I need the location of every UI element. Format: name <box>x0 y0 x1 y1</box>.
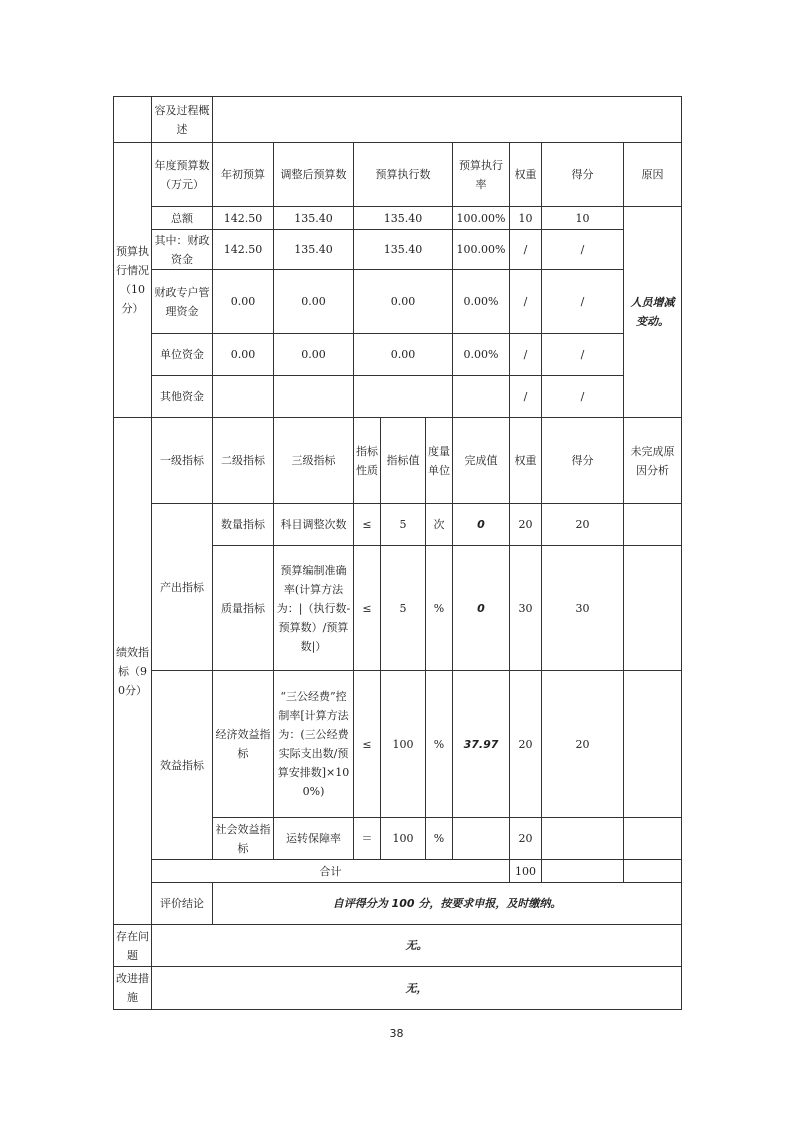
perf-output-label: 产出指标 <box>152 504 213 671</box>
perf-row-nature: ＝ <box>354 818 381 860</box>
perf-row-reason <box>624 546 682 671</box>
perf-header-nature: 指标性质 <box>354 418 381 504</box>
perf-row-level3: 运转保障率 <box>274 818 354 860</box>
perf-row-weight: 20 <box>510 671 542 818</box>
total-label: 合计 <box>152 860 510 883</box>
budget-row-name: 总额 <box>152 207 213 230</box>
perf-row-value: 5 <box>381 504 426 546</box>
budget-row-rate: 100.00% <box>453 230 510 270</box>
perf-row-score: 20 <box>542 671 624 818</box>
perf-row-level2: 经济效益指标 <box>213 671 274 818</box>
budget-row-rate: 0.00% <box>453 334 510 376</box>
budget-reason: 人员增减变动。 <box>624 207 682 418</box>
perf-row-level2: 质量指标 <box>213 546 274 671</box>
budget-header-initial: 年初预算 <box>213 143 274 207</box>
performance-section-label: 绩效指标（90分） <box>114 418 152 925</box>
budget-row-initial <box>213 376 274 418</box>
perf-row-done: 0 <box>453 546 510 671</box>
overview-label: 容及过程概述 <box>152 97 213 143</box>
perf-header-done: 完成值 <box>453 418 510 504</box>
budget-row-score: / <box>542 376 624 418</box>
page-number: 38 <box>389 1027 404 1040</box>
improvements-label: 改进措施 <box>114 967 152 1010</box>
perf-header-weight: 权重 <box>510 418 542 504</box>
budget-row-score: / <box>542 230 624 270</box>
budget-row-executed <box>354 376 453 418</box>
budget-row-executed: 135.40 <box>354 207 453 230</box>
perf-row-done: 37.97 <box>453 671 510 818</box>
budget-row-score: / <box>542 270 624 334</box>
total-reason <box>624 860 682 883</box>
perf-row-weight: 20 <box>510 818 542 860</box>
problems-label: 存在问题 <box>114 925 152 967</box>
budget-row-name: 其他资金 <box>152 376 213 418</box>
perf-row-level2: 社会效益指标 <box>213 818 274 860</box>
budget-row-initial: 142.50 <box>213 230 274 270</box>
perf-row-nature: ≤ <box>354 671 381 818</box>
budget-row-rate <box>453 376 510 418</box>
budget-section-label: 预算执行情况（10分） <box>114 143 152 418</box>
perf-header-score: 得分 <box>542 418 624 504</box>
perf-header-level2: 二级指标 <box>213 418 274 504</box>
perf-row-reason <box>624 504 682 546</box>
perf-benefit-label: 效益指标 <box>152 671 213 860</box>
budget-row-name: 财政专户管理资金 <box>152 270 213 334</box>
budget-header-rate: 预算执行率 <box>453 143 510 207</box>
perf-row-value: 5 <box>381 546 426 671</box>
budget-row-weight: / <box>510 376 542 418</box>
perf-row-nature: ≤ <box>354 546 381 671</box>
budget-header-executed: 预算执行数 <box>354 143 453 207</box>
perf-header-reason: 未完成原因分析 <box>624 418 682 504</box>
perf-row-level3: 预算编制准确率(计算方法为：|（执行数-预算数）/预算数|） <box>274 546 354 671</box>
perf-header-unit: 度量单位 <box>426 418 453 504</box>
budget-header-annual: 年度预算数（万元） <box>152 143 213 207</box>
blank-cell <box>114 97 152 143</box>
perf-row-level3: 科目调整次数 <box>274 504 354 546</box>
perf-row-nature: ≤ <box>354 504 381 546</box>
perf-row-score: 30 <box>542 546 624 671</box>
total-score <box>542 860 624 883</box>
budget-header-score: 得分 <box>542 143 624 207</box>
perf-row-value: 100 <box>381 671 426 818</box>
budget-row-weight: 10 <box>510 207 542 230</box>
evaluation-text: 自评得分为 100 分，按要求申报，及时缴纳。 <box>213 883 682 925</box>
perf-row-unit: % <box>426 818 453 860</box>
budget-row-initial: 0.00 <box>213 270 274 334</box>
perf-row-level3: “三公经费”控制率[计算方法为：(三公经费实际支出数/预算安排数]×100%) <box>274 671 354 818</box>
total-weight: 100 <box>510 860 542 883</box>
perf-row-reason <box>624 818 682 860</box>
budget-row-score: / <box>542 334 624 376</box>
budget-row-adjusted: 0.00 <box>274 270 354 334</box>
perf-row-score: 20 <box>542 504 624 546</box>
budget-row-adjusted <box>274 376 354 418</box>
perf-row-score <box>542 818 624 860</box>
perf-row-unit: % <box>426 546 453 671</box>
budget-header-reason: 原因 <box>624 143 682 207</box>
perf-header-level1: 一级指标 <box>152 418 213 504</box>
budget-row-executed: 0.00 <box>354 334 453 376</box>
perf-header-level3: 三级指标 <box>274 418 354 504</box>
perf-row-level2: 数量指标 <box>213 504 274 546</box>
perf-row-done <box>453 818 510 860</box>
improvements-text: 无， <box>152 967 682 1010</box>
perf-header-value: 指标值 <box>381 418 426 504</box>
perf-row-reason <box>624 671 682 818</box>
budget-row-weight: / <box>510 270 542 334</box>
perf-row-unit: % <box>426 671 453 818</box>
budget-row-name: 单位资金 <box>152 334 213 376</box>
performance-table <box>113 96 682 1010</box>
budget-row-weight: / <box>510 334 542 376</box>
perf-row-unit: 次 <box>426 504 453 546</box>
budget-header-weight: 权重 <box>510 143 542 207</box>
overview-content <box>213 97 682 143</box>
problems-text: 无。 <box>152 925 682 967</box>
budget-header-adjusted: 调整后预算数 <box>274 143 354 207</box>
budget-row-executed: 0.00 <box>354 270 453 334</box>
budget-row-initial: 142.50 <box>213 207 274 230</box>
budget-row-adjusted: 135.40 <box>274 207 354 230</box>
budget-row-name: 其中：财政资金 <box>152 230 213 270</box>
evaluation-label: 评价结论 <box>152 883 213 925</box>
budget-row-rate: 0.00% <box>453 270 510 334</box>
perf-row-weight: 20 <box>510 504 542 546</box>
budget-row-rate: 100.00% <box>453 207 510 230</box>
budget-row-weight: / <box>510 230 542 270</box>
perf-row-done: 0 <box>453 504 510 546</box>
perf-row-weight: 30 <box>510 546 542 671</box>
budget-row-executed: 135.40 <box>354 230 453 270</box>
budget-row-adjusted: 135.40 <box>274 230 354 270</box>
budget-row-initial: 0.00 <box>213 334 274 376</box>
budget-row-adjusted: 0.00 <box>274 334 354 376</box>
budget-row-score: 10 <box>542 207 624 230</box>
perf-row-value: 100 <box>381 818 426 860</box>
